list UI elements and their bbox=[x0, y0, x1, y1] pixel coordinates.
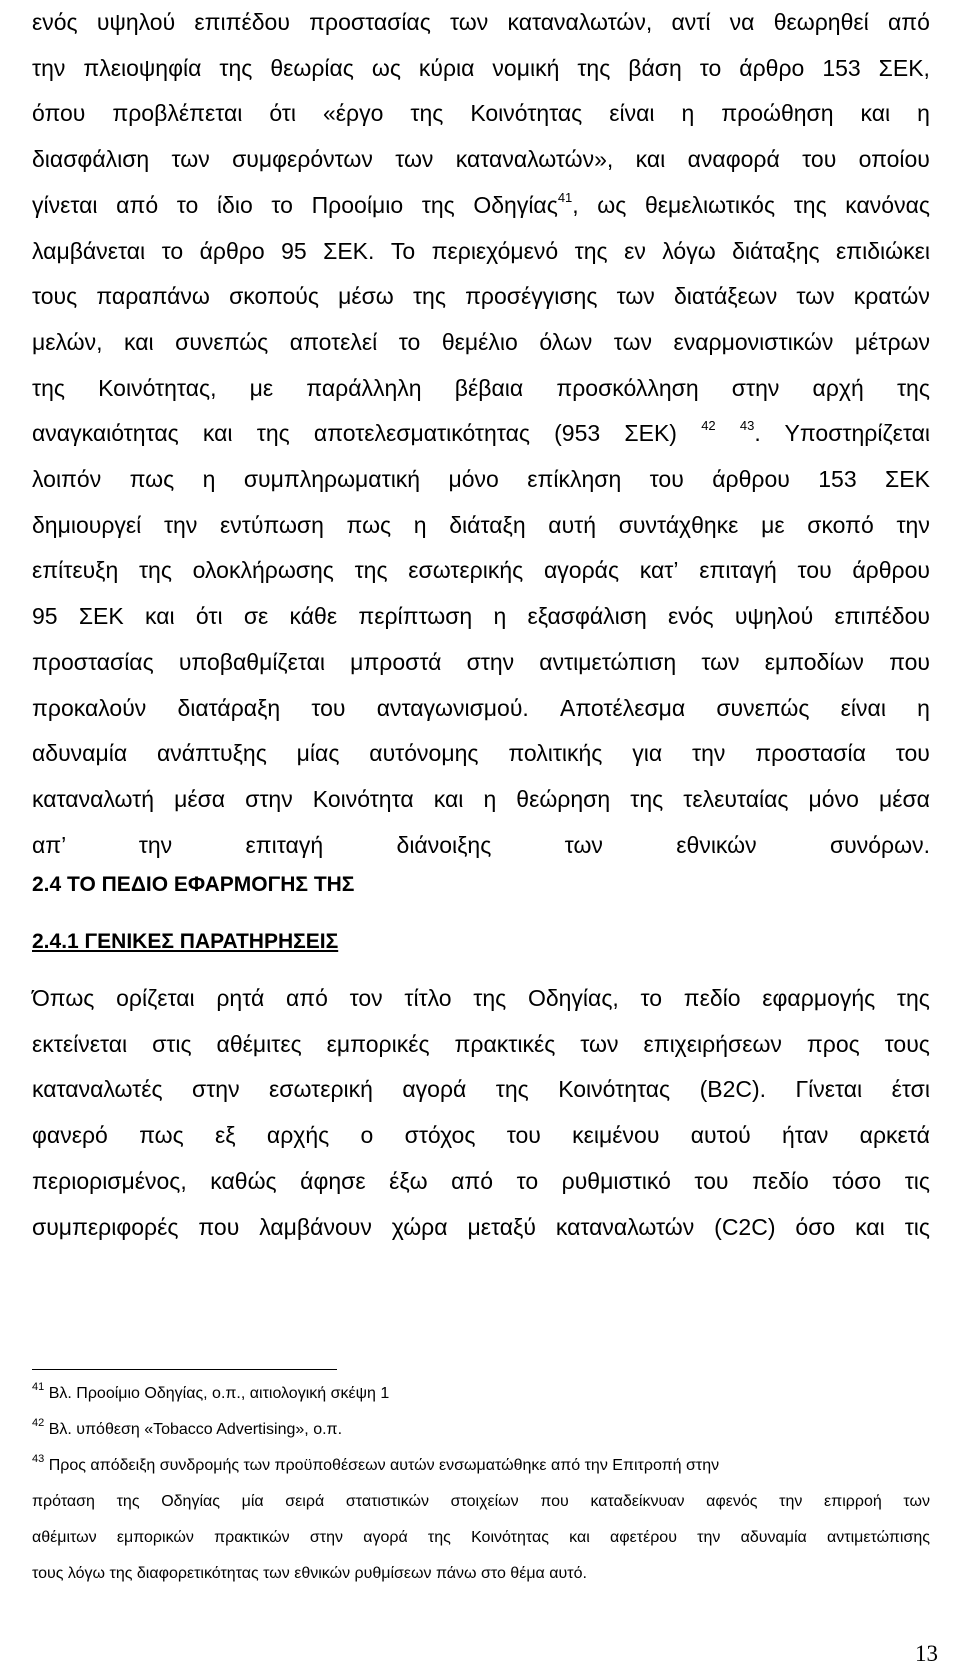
subsection-heading: 2.4.1 ΓΕΝΙΚΕΣ ΠΑΡΑΤΗΡΗΣΕΙΣ bbox=[32, 930, 339, 953]
text-line: λοιπόν πως η συμπληρωματική μόνο επίκληση του άρθρου 153 ΣΕΚ bbox=[32, 466, 930, 493]
text-line: διασφάλιση των συμφερόντων των καταναλωτών», και αναφορά του οποίου bbox=[32, 146, 930, 173]
footnote-ref-41[interactable]: 41 bbox=[557, 189, 573, 205]
text-line: συμπεριφορές που λαμβάνουν χώρα μεταξύ καταναλωτών (C2C) όσο και τις bbox=[32, 1213, 930, 1240]
footnotes bbox=[32, 1376, 930, 1592]
text-line: αναγκαιότητας και της αποτελεσματικότητας (953 ΣΕΚ) $^{42}$ $^{43}$. Υποστηρίζεται bbox=[32, 418, 931, 447]
text-line: προκαλούν διατάραξη του ανταγωνισμού. Αποτέλεσμα συνεπώς είναι η bbox=[32, 694, 930, 721]
text-line: δημιουργεί την εντύπωση πως η διάταξη αυτή συντάχθηκε με σκοπό την bbox=[32, 511, 930, 538]
text-line: 95 ΣΕΚ και ότι σε κάθε περίπτωση η εξασφάλιση ενός υψηλού επιπέδου bbox=[32, 603, 930, 630]
text-line: απ’ την επιταγή διάνοιξης των εθνικών συνόρων. bbox=[32, 831, 930, 858]
text-line: προστασίας υποβαθμίζεται μπροστά στην αντιμετώπιση των εμποδίων που bbox=[32, 648, 930, 675]
footnote-ref-43[interactable]: 43 bbox=[739, 418, 755, 434]
paragraph-2 bbox=[32, 976, 930, 1250]
text-line: αδυναμία ανάπτυξης μίας αυτόνομης πολιτικής για την προστασία του bbox=[32, 740, 930, 767]
text-line: περιορισμένος, καθώς άφησε έξω από το ρυθμιστικό του πεδίο τόσο τις bbox=[32, 1167, 930, 1194]
text-line: όπου προβλέπεται ότι «έργο της Κοινότητας είναι η προώθηση και η bbox=[32, 100, 930, 127]
footnote-separator bbox=[32, 1369, 337, 1370]
paragraph-1 bbox=[32, 0, 930, 868]
section-heading: 2.4 ΤΟ ΠΕΔΙΟ ΕΦΑΡΜΟΓΗΣ ΤΗΣ bbox=[32, 873, 355, 896]
text-line: ενός υψηλού επιπέδου προστασίας των καταναλωτών, αντί να θεωρηθεί από bbox=[32, 9, 930, 35]
text-line: τους παραπάνω σκοπούς μέσω της προσέγγισης των διατάξεων των κρατών bbox=[32, 283, 930, 310]
text-line: Όπως ορίζεται ρητά από τον τίτλο της Οδηγίας, το πεδίο εφαρμογής της bbox=[32, 985, 930, 1011]
text-line: επίτευξη της ολοκλήρωσης της εσωτερικής αγοράς κατ’ επιταγή του άρθρου bbox=[32, 557, 930, 584]
footnote-ref-42[interactable]: 42 bbox=[701, 418, 716, 434]
text-line: την πλειοψηφία της θεωρίας ως κύρια νομική της βάση το άρθρο 153 ΣΕΚ, bbox=[32, 54, 930, 81]
text-line: μελών, και συνεπώς αποτελεί το θεμέλιο όλων των εναρμονιστικών μέτρων bbox=[32, 328, 930, 355]
text-line: φανερό πως εξ αρχής ο στόχος του κειμένου αυτού ήταν αρκετά bbox=[32, 1122, 930, 1149]
footnote-42: $^{42}$ Βλ. υπόθεση «Tobacco Advertising», ο.π. bbox=[32, 1417, 343, 1438]
footnote-41: $^{41}$ Βλ. Προοίμιο Οδηγίας, ο.π., αιτιολογική σκέψη 1 bbox=[32, 1381, 390, 1402]
page-number: 13 bbox=[915, 1641, 938, 1666]
text-line: καταναλωτές στην εσωτερική αγορά της Κοινότητας (B2C). Γίνεται έτσι bbox=[32, 1076, 930, 1103]
footnote-line: πρόταση της Οδηγίας μία σειρά στατιστικών στοιχείων που καταδείκνυαν αφενός την επιρροή των bbox=[32, 1493, 930, 1510]
text-line: καταναλωτή μέσα στην Κοινότητα και η θεώρηση της τελευταίας μόνο μέσα bbox=[32, 785, 930, 812]
text-line: εκτείνεται στις αθέμιτες εμπορικές πρακτικές των επιχειρήσεων προς τους bbox=[32, 1030, 930, 1057]
text-line: της Κοινότητας, με παράλληλη βέβαια προσκόλληση στην αρχή της bbox=[32, 374, 930, 401]
footnote-line: τους λόγω της διαφορετικότητας των εθνικών ρυθμίσεων πάνω στο θέμα αυτό. bbox=[32, 1565, 587, 1582]
footnote-line: αθέμιτων εμπορικών πρακτικών στην αγορά της Κοινότητας και αφετέρου την αδυναμία αντιμετώπισης bbox=[32, 1529, 930, 1546]
text-line: γίνεται από το ίδιο το Προοίμιο της Οδηγίας$^{41}$, ως θεμελιωτικός της κανόνας bbox=[32, 189, 930, 218]
text-line: λαμβάνεται το άρθρο 95 ΣΕΚ. Το περιεχόμενό της εν λόγω διάταξης επιδιώκει bbox=[32, 237, 930, 264]
footnote-43: $^{43}$ Προς απόδειξη συνδρομής των προϋποθέσεων αυτών ενσωματώθηκε από την Επιτροπή στην πρόταση της Οδηγίας μία σειρά στατιστικών στοιχείων που καταδείκνυαν αφενός την επιρροή των αθέμιτων εμπορικών πρακτικών στην αγορά της Κοινότητας και αφετέρου την αδυναμία αντιμετώπισης τους λόγω της διαφορετικότητας των εθνικών ρυθμίσεων πάνω στο θέμα αυτό. bbox=[32, 1448, 930, 1592]
